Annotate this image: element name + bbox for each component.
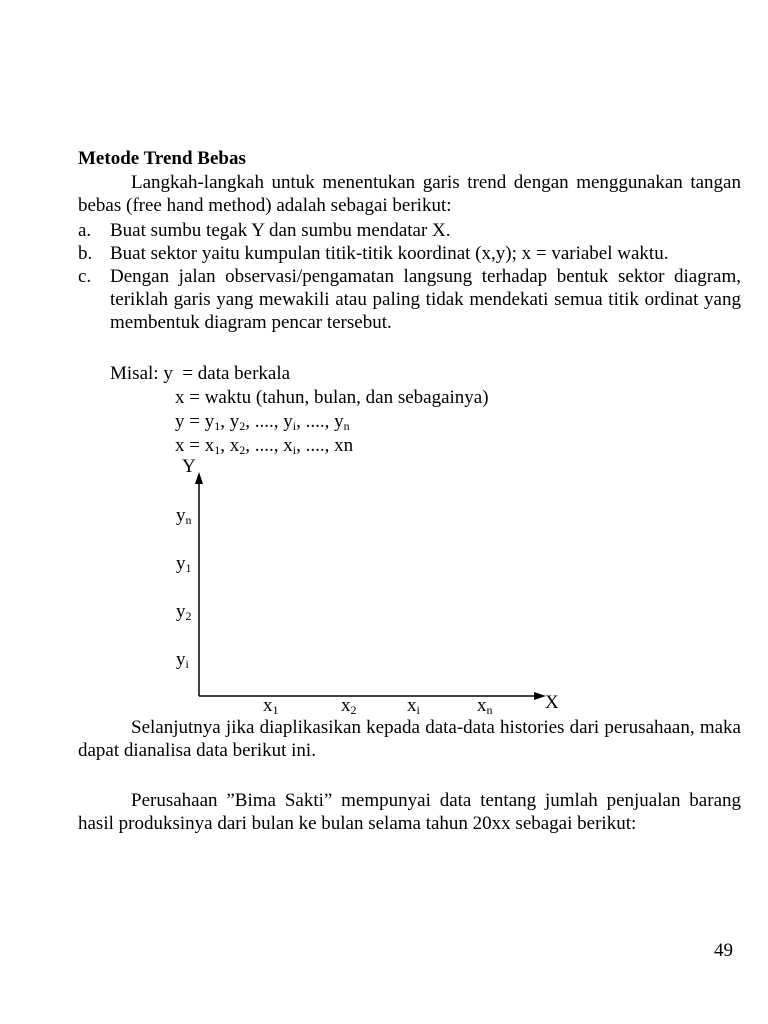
list-item-text: Buat sumbu tegak Y dan sumbu mendatar X. [110, 220, 451, 241]
y-tick-yi: $y_i$ [176, 649, 189, 671]
y-series-prefix: y = y [175, 411, 215, 432]
example-line-x: x = waktu (tahun, bulan, dan sebagainya) [175, 387, 489, 408]
list-marker: b. [78, 243, 93, 264]
x-tick-xi: $x_i$ [407, 695, 420, 717]
x-tick-xn: $x_n$ [477, 695, 493, 717]
list-item-text: Buat sektor yaitu kumpulan titik-titik koordinat (x,y); x = variabel waktu. [110, 243, 669, 264]
example-line-y-series: $y = y_1$, $y_2$, ...., $y_i$, ...., $y_n$ [175, 411, 350, 433]
y-tick-yn: $y_n$ [176, 505, 192, 527]
x-series-prefix: x = x [175, 435, 215, 456]
x-axis-label: X [545, 692, 559, 713]
list-marker: a. [78, 220, 92, 241]
intro-text: Langkah-langkah untuk menentukan garis trend dengan menggunakan tangan bebas (free hand method) adalah sebagai berikut: [78, 172, 741, 216]
example-label-text: Misal: [110, 363, 159, 384]
section-heading: Metode Trend Bebas [78, 148, 246, 169]
paragraph-company-text: Perusahaan ”Bima Sakti” mempunyai data tentang jumlah penjualan barang hasil produksinya dari bulan ke bulan selama tahun 20xx sebagai berikut: [78, 790, 741, 834]
paragraph-application-text: Selanjutnya jika diaplikasikan kepada data-data histories dari perusahaan, maka dapat dianalisa data berikut ini. [78, 717, 741, 761]
y-axis-label: Y [182, 456, 196, 477]
example-line-x-series: $x = x_1$, $x_2$, ...., $x_i$, ...., xn [175, 435, 354, 457]
x-tick-x2: $x_2$ [341, 695, 357, 717]
y-tick-y1: $y_1$ [176, 553, 192, 575]
y-tick-y2: $y_2$ [176, 601, 192, 623]
list-marker: c. [78, 266, 92, 287]
list-item-text: Dengan jalan observasi/pengamatan langsung terhadap bentuk sektor diagram, teriklah garis yang mewakili atau paling tidak mendekati semua titik ordinat yang membentuk diagram pencar tersebut. [110, 266, 741, 333]
y-axis-arrowhead [195, 472, 203, 484]
page-number: 49 [714, 940, 733, 961]
example-line-y: y = data berkala [163, 363, 291, 384]
paragraph-company [78, 789, 741, 835]
x-tick-x1: $x_1$ [263, 695, 279, 717]
paragraph-application [78, 716, 741, 762]
